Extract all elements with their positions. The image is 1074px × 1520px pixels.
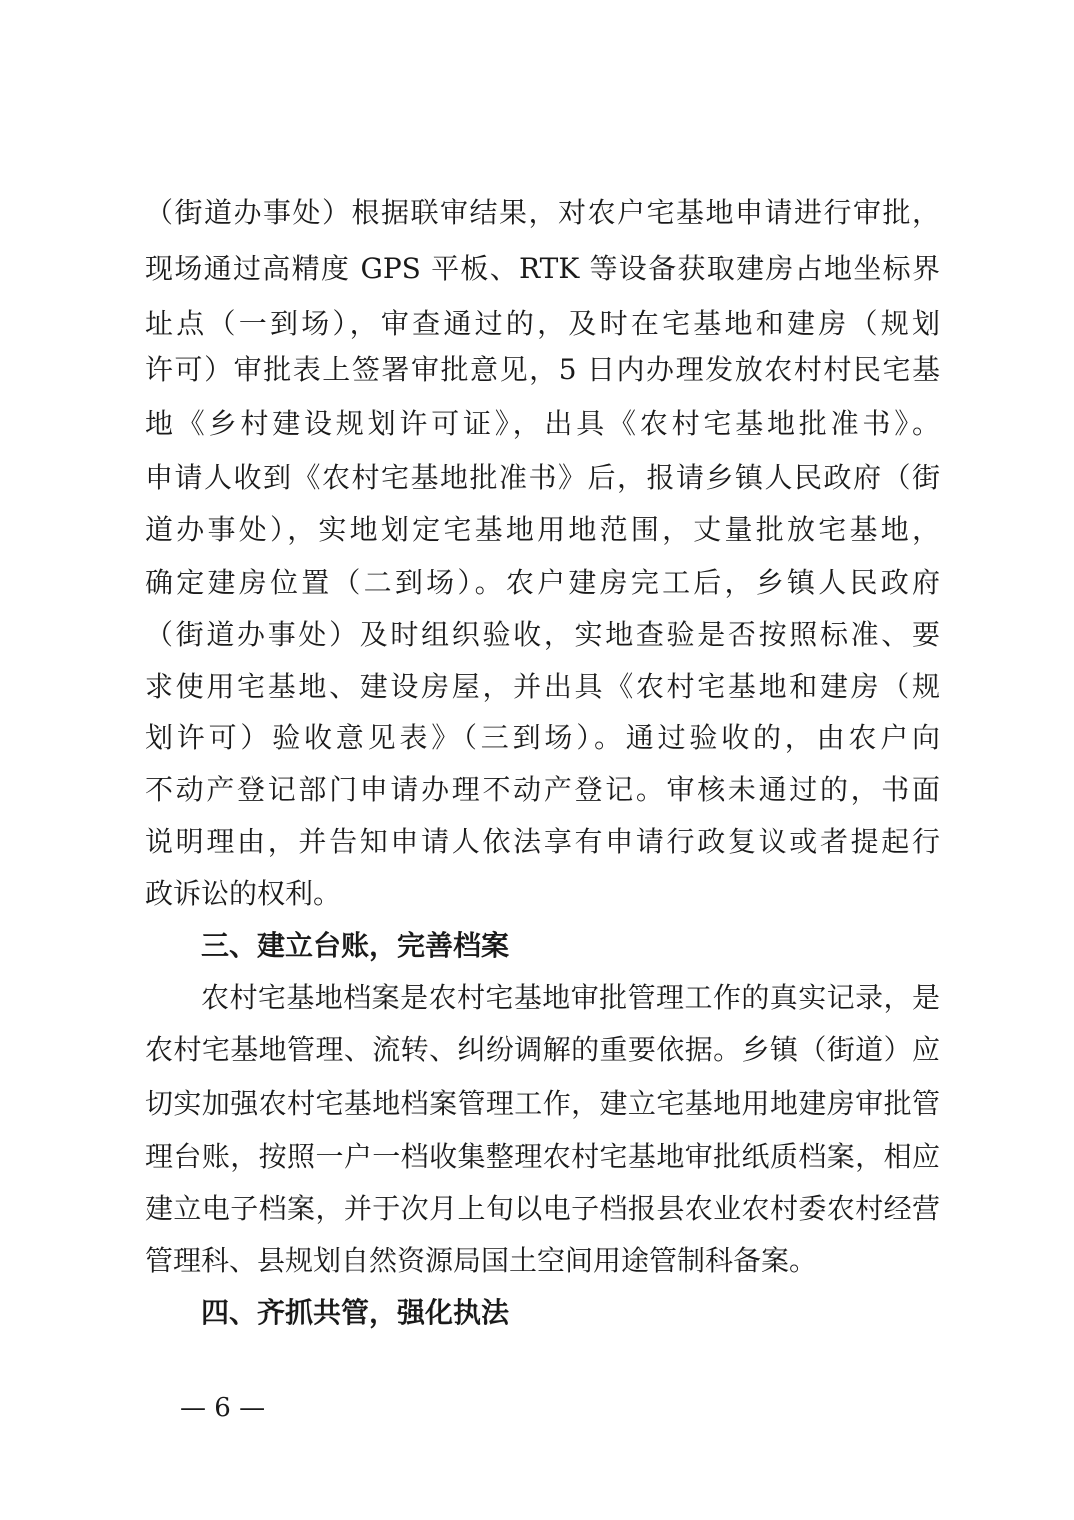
body-text-line: 地《乡村建设规划许可证》，出具《农村宅基地批准书》。 [145,407,940,440]
body-text-line: 址点（一到场），审查通过的，及时在宅基地和建房（规划 [145,307,940,340]
body-text-line: 切实加强农村宅基地档案管理工作，建立宅基地用地建房审批管 [145,1087,940,1120]
body-text-line: 理台账，按照一户一档收集整理农村宅基地审批纸质档案，相应 [145,1140,940,1173]
body-text-line: 许可）审批表上签署审批意见，5 日内办理发放农村村民宅基 [145,353,940,386]
body-text-line: （街道办事处）及时组织验收，实地查验是否按照标准、要 [145,618,940,651]
body-text-line: 农村宅基地档案是农村宅基地审批管理工作的真实记录，是 [201,981,940,1014]
body-text-line: 划许可）验收意见表》（三到场）。通过验收的，由农户向 [145,721,940,754]
body-text-line: 农村宅基地管理、流转、纠纷调解的重要依据。乡镇（街道）应 [145,1033,940,1066]
section-heading-4: 四、齐抓共管，强化执法 [201,1296,510,1329]
body-text-line: 现场通过高精度 GPS 平板、RTK 等设备获取建房占地坐标界 [145,252,940,285]
body-text-line: 建立电子档案，并于次月上旬以电子档报县农业农村委农村经营 [145,1192,940,1225]
body-text-line: （街道办事处）根据联审结果，对农户宅基地申请进行审批， [145,196,940,229]
page-number: — 6 — [180,1393,266,1423]
body-text-line: 申请人收到《农村宅基地批准书》后，报请乡镇人民政府（街 [145,461,940,494]
body-text-line: 管理科、县规划自然资源局国土空间用途管制科备案。 [145,1244,818,1277]
body-text-line: 确定建房位置（二到场）。农户建房完工后，乡镇人民政府 [145,566,940,599]
body-text-line: 不动产登记部门申请办理不动产登记。审核未通过的，书面 [145,773,940,806]
body-text-line: 政诉讼的权利。 [145,877,342,910]
body-text-line: 说明理由，并告知申请人依法享有申请行政复议或者提起行 [145,825,940,858]
section-heading-3: 三、建立台账，完善档案 [201,929,510,962]
body-text-line: 求使用宅基地、建设房屋，并出具《农村宅基地和建房（规 [145,670,940,703]
body-text-line: 道办事处），实地划定宅基地用地范围，丈量批放宅基地， [145,513,940,546]
